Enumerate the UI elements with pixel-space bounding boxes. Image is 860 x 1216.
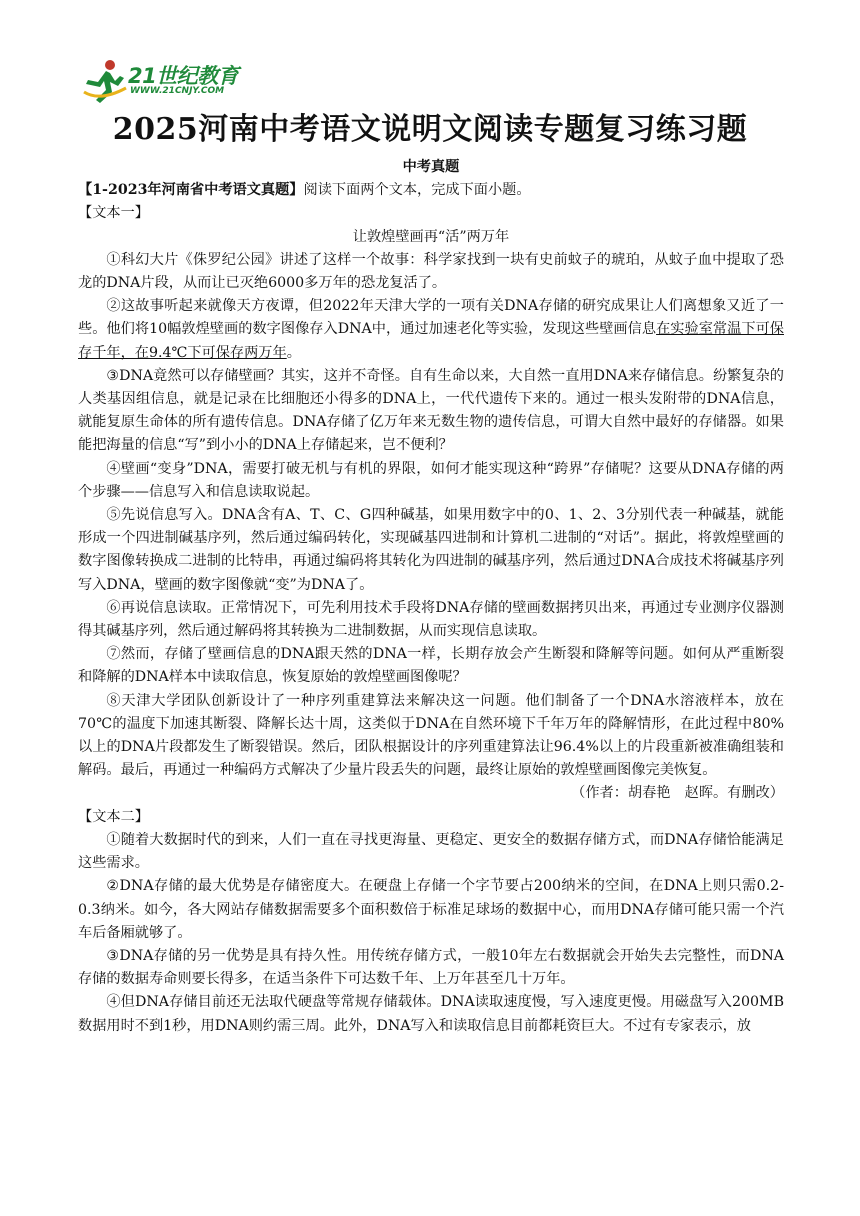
text2-paragraph-1: ①随着大数据时代的到来，人们一直在寻找更海量、更稳定、更安全的数据存储方式，而DNA存储恰能满足这些需求。 bbox=[78, 831, 784, 872]
text1-paragraph-6: ⑥再说信息读取。正常情况下，可先利用技术手段将DNA存储的壁画数据拷贝出来，再通过专业测序仪器测得其碱基序列，然后通过解码将其转换为二进制数据，从而实现信息读取。 bbox=[78, 599, 784, 640]
text1-paragraph-5: ⑤先说信息写入。DNA含有A、T、C、G四种碱基，如果用数字中的0、1、2、3分别代表一种碱基，就能形成一个四进制碱基序列，然后通过编码转化，实现碱基四进制和计算机二进制的“对话”。据此，将敦煌壁画的数字图像转换成二进制的比特串，再通过编码将其转化为四进制的碱基序列，然后通过DNA合成技术将碱基序列写入DNA，壁画的数字图像就“变”为DNA了。 bbox=[78, 507, 784, 593]
text1-title: 让敦煌壁画再“活”两万年 bbox=[352, 228, 510, 245]
text1-author: （作者：胡春艳 赵晖。有删改） bbox=[571, 785, 784, 802]
question-line bbox=[78, 179, 784, 202]
text1-paragraph-4: ④壁画“变身”DNA，需要打破无机与有机的界限，如何才能实现这种“跨界”存储呢？这要从DNA存储的两个步骤——信息写入和信息读取说起。 bbox=[78, 460, 784, 500]
text2-label: 【文本二】 bbox=[78, 808, 149, 825]
document-body bbox=[78, 156, 784, 1038]
section-heading: 中考真题 bbox=[402, 159, 460, 175]
logo-text: 21世纪教育 bbox=[128, 64, 239, 88]
text2-paragraph-2: ②DNA存储的最大优势是存储密度大。在硬盘上存储一个字节要占200纳米的空间，在DNA上则只需0.2-0.3纳米。如今，各大网站存储数据需要多个面积数倍于标准足球场的数据中心，而用DNA存储可能只需一个汽车后备厢就够了。 bbox=[78, 878, 784, 941]
brand-logo bbox=[80, 58, 250, 104]
text2-paragraph-4: ④但DNA存储目前还无法取代硬盘等常规存储载体。DNA读取速度慢，写入速度更慢。用磁盘写入200MB数据用时不到1秒，用DNA则约需三周。此外，DNA写入和读取信息目前都耗资巨大。不过有专家表示，放 bbox=[78, 994, 784, 1034]
underlined-sentence: 在实验室常温下可保存千年，在9.4℃下可保存两万年 bbox=[78, 321, 784, 361]
text2-paragraph-3: ③DNA存储的另一优势是具有持久性。用传统存储方式，一般10年左右数据就会开始失去完整性，而DNA存储的数据寿命则要长得多，在适当条件下可达数千年、上万年甚至几十万年。 bbox=[78, 947, 784, 988]
text1-paragraph-2 bbox=[78, 295, 784, 365]
logo-url: WWW.21CNJY.COM bbox=[130, 86, 225, 96]
text1-paragraph-7: ⑦然而，存储了壁画信息的DNA跟天然的DNA一样，长期存放会产生断裂和降解等问题。如何从严重断裂和降解的DNA样本中读取信息，恢复原始的敦煌壁画图像呢？ bbox=[78, 646, 784, 686]
text1-paragraph-2-end: 。 bbox=[286, 344, 301, 361]
text1-paragraph-1: ①科幻大片《侏罗纪公园》讲述了这样一个故事：科学家找到一块有史前蚊子的琥珀，从蚊子血中提取了恐龙的DNA片段，从而让已灭绝6000多万年的恐龙复活了。 bbox=[78, 251, 784, 292]
running-figure-icon bbox=[80, 58, 128, 104]
text1-paragraph-2-start: ②这故事听起来就像天方夜谭，但2022年天津大学的一项有关DNA存储的研究成果让人们离想象又近了一些。他们将10幅敦煌壁画的数字图像存入DNA中，通过加速老化等实验，发现这些壁画信息 bbox=[78, 298, 784, 338]
text1-paragraph-8: ⑧天津大学团队创新设计了一种序列重建算法来解决这一问题。他们制备了一个DNA水溶液样本，放在70℃的温度下加速其断裂、降解长达十周，这类似于DNA在自然环境下千年万年的降解情形，在此过程中80%以上的DNA片段都发生了断裂错误。然后，团队根据设计的序列重建算法让96.4%以上的片段重新被准确组装和解码。最后，再通过一种编码方式解决了少量片段丢失的问题，最终让原始的敦煌壁画图像完美恢复。 bbox=[78, 692, 784, 779]
question-source: 【1-2023年河南省中考语文真题】 bbox=[78, 182, 304, 199]
question-intro: 阅读下面两个文本，完成下面小题。 bbox=[303, 182, 531, 199]
text1-label: 【文本一】 bbox=[78, 205, 149, 222]
page-title: 2025河南中考语文说明文阅读专题复习练习题 bbox=[112, 112, 748, 147]
text1-paragraph-3: ③DNA竟然可以存储壁画？其实，这并不奇怪。自有生命以来，大自然一直用DNA来存储信息。纷繁复杂的人类基因组信息，就是记录在比细胞还小得多的DNA上，一代代遗传下来的。通过一根头发附带的DNA信息，就能复原生命体的所有遗传信息。DNA存储了亿万年来无数生物的遗传信息，可谓大自然中最好的存储器。如果能把海量的信息“写”到小小的DNA上存储起来，岂不便利？ bbox=[78, 367, 784, 454]
